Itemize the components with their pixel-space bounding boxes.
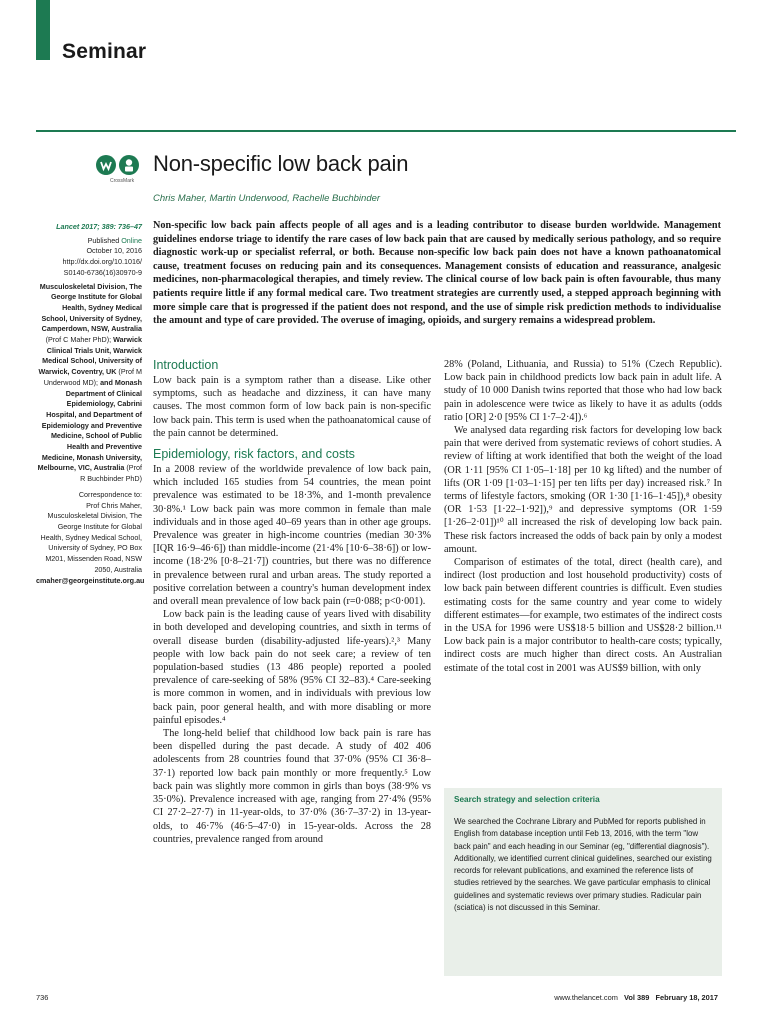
left-column: [153, 357, 431, 846]
correspondence-label: Correspondence to:: [78, 489, 142, 499]
correspondence-email[interactable]: cmaher@georgeinstitute.org.au: [36, 575, 145, 585]
article-authors: Chris Maher, Martin Underwood, Rachelle Buchbinder: [153, 193, 381, 204]
affiliations: Musculoskeletal Division, The George Institute for Global Health, Sydney Medical School, University of Sydney, Camperdown, NSW, Australia (Prof C Maher PhD); Warwick Clinical Trials Unit, Warwick Medical School, University of Warwick, Coventry, UK (Prof M Underwood MD); and Monash Department of Clinical Epidemiology, Cabrini Hospital, and Department of Epidemiology and Preventive Medicine, School of Public Health and Preventive Medicine, Monash University, Melbourne, VIC, Australia (Prof R Buchbinder PhD): [37, 281, 142, 484]
right-paragraph-1: 28% (Poland, Lithuania, and Russia) to 51% (Czech Republic). Low back pain in childhood predicts low back pain in adult life. A study of 10 000 Danish twins reported that those who had low back pain in adolescence were twice as likely to have it as adults (odds ratio [OR] 2·0 [95% CI 1·7–2·4]).⁶: [444, 359, 722, 423]
epi-paragraph-2: Low back pain is the leading cause of years lived with disability in both developed and developing countries, and sixth in terms of overall disease burden (disability-adjusted life-years).²,³ Many people with low back pain do not seek care; a review of ten population-based studies (13 486 people) reported a pooled prevalence of care-seeking of 58% (95% CI 32–83).⁴ Care-seeking is more common in women, and in individuals with previous low back pain, poor general health, and with more disabling or more painful episodes.⁴: [153, 609, 431, 726]
page-number: 736: [36, 993, 49, 1002]
refresh-circle-icon[interactable]: [95, 154, 117, 176]
published-date: October 10, 2016: [86, 246, 142, 256]
epi-paragraph-3: The long-held belief that childhood low back pain is rare has been dispelled during the past decade. A study of 402 406 adolescents from 28 countries found that 37·0% (95% CI 36·8–37·1) reported low back pain monthly or more frequently.⁵ Low back pain was slightly more common in girls than boys (38·9% vs 35·0%). Prevalence increased with age, ranging from 27·4% (95% CI 27·2–27·7) in 11-year-olds, to 37·0% (36·7–37·2) in 13-year-olds, to 46·7% (46·5–47·0) in 15-year-olds. Across the 28 countries, prevalence ranged from around: [153, 728, 431, 845]
heading-epidemiology: Epidemiology, risk factors, and costs: [153, 447, 355, 462]
footer-date: February 18, 2017: [655, 993, 718, 1002]
section-label: Seminar: [62, 40, 147, 63]
doi-link-2[interactable]: S0140-6736(16)30970-9: [63, 267, 142, 277]
right-column: [444, 358, 722, 675]
article-title: Non-specific low back pain: [153, 151, 409, 176]
panel-title: Search strategy and selection criteria: [454, 795, 600, 804]
heading-introduction: Introduction: [153, 358, 219, 372]
epi-paragraph-1: In a 2008 review of the worldwide prevalence of low back pain, which included 165 studies from 54 countries, the mean point prevalence was estimated to be 18·3%, and 1-month prevalence 30·8%.¹ Low back pain was more common in female than male individuals and in those aged 40–69 years than in other age groups. Prevalence was greater in high-income countries (median 30·3% [IQR 16·9–46·6]) than middle-income (21·4% [10·6–38·6]) or low-income (18·2% [0·8–21·7]) countries, but there was no difference in prevalence between rural and urban areas. The study reported a positive correlation between a country's human development index and overall mean prevalence of low back pain (r=0·088; p<0·001).: [153, 464, 431, 608]
footer-site[interactable]: www.thelancet.com: [554, 993, 618, 1002]
doi-link-1[interactable]: http://dx.doi.org/10.1016/: [62, 257, 142, 267]
correspondence-address: Prof Chris Maher, Musculoskeletal Division, The George Institute for Global Health, Sydney Medical School, University of Sydney, PO Box M201, Missenden Road, NSW 2050, Australia: [40, 500, 142, 574]
right-paragraph-2: We analysed data regarding risk factors for developing low back pain that were derived from systematic reviews of cohort studies. A review of lifting at work identified that both the weight of the load (OR 1·11 [95% CI 1·05–1·18] per 10 kg lifted) and the number of lifts (OR 1·09 [1·03–1·15] per ten lifts per day) increased risk.⁷ In terms of lifestyle factors, smoking (OR 1·30 [1·16–1·45]),⁸ obesity (OR 1·53 [1·22–1·92]),⁹ and depressive symptoms (OR 1·59 [1·26–2·01])¹⁰ all increased the risk of developing low back pain. These risk factors increased the odds of back pain by only a modest amount.: [444, 425, 722, 555]
footer-journal: [554, 993, 718, 1002]
footer-volume: Vol 389: [624, 993, 650, 1002]
online-link[interactable]: Online: [121, 235, 142, 245]
crossmark-caption: CrossMark: [110, 178, 135, 184]
intro-paragraph: Low back pain is a symptom rather than a disease. Like other symptoms, such as headache and dizziness, it can have many causes. The most common form of low back pain is non-specific low back pain. This term is used when the pathoanatomical cause of the pain cannot be determined.: [153, 375, 431, 439]
brand-bar: [36, 0, 50, 60]
citation: Lancet 2017; 389: 736–47: [56, 222, 142, 231]
crossmark-icon[interactable]: [118, 154, 140, 176]
header-rule: [36, 130, 736, 132]
abstract: Non-specific low back pain affects people of all ages and is a leading contributor to disease burden worldwide. Management guidelines endorse triage to identify the rare cases of low back pain that are caused by medically serious pathology, and so require diagnostic work-up or specialist referral, or both. Because non-specific low back pain does not have a known pathoanatomical cause, treatment focuses on reducing pain and its consequences. Management consists of education and reassurance, analgesic medicines, non-pharmacological therapies, and timely review. The clinical course of low back pain is often favourable, thus many patients require little if any formal medical care. Two treatment strategies are currently used, a stepped approach beginning with more simple care that is progressed if the patient does not respond, and the use of simple risk prediction methods to individualise the amount and type of care provided. The overuse of imaging, opioids, and surgery remains a widespread problem.: [153, 220, 721, 327]
search-strategy-panel: [444, 788, 722, 976]
sidebar-meta: [36, 222, 145, 586]
panel-body: We searched the Cochrane Library and PubMed for reports published in English from database inception until Feb 13, 2016, with the term "low back pain" and each heading in our Seminar (eg, "differential diagnosis"). Additionally, we identified current clinical guidelines, searched our existing records for relevant publications, and examined the reference lists of studies retrieved by the searches. We gave particular emphasis to clinical guidelines and systematic reviews over primary studies. Radicular pain (sciatica) is not discussed in this Seminar.: [454, 817, 712, 913]
right-paragraph-3: Comparison of estimates of the total, direct (health care), and indirect (lost production and lost household productivity) costs of low back pain between different countries is difficult. Even studies estimating costs for the same country and year come to widely different estimates—for example, two estimates of the indirect costs in the USA for 1996 were US$18·5 billion and US$28·2 billion.¹¹ Low back pain is a major contributor to health-care costs; typically, indirect costs are much higher than direct costs. An Australian estimate of the total cost in 2001 was AUS$9 billion, with only: [444, 557, 722, 674]
published-line: Published Online: [87, 235, 142, 245]
